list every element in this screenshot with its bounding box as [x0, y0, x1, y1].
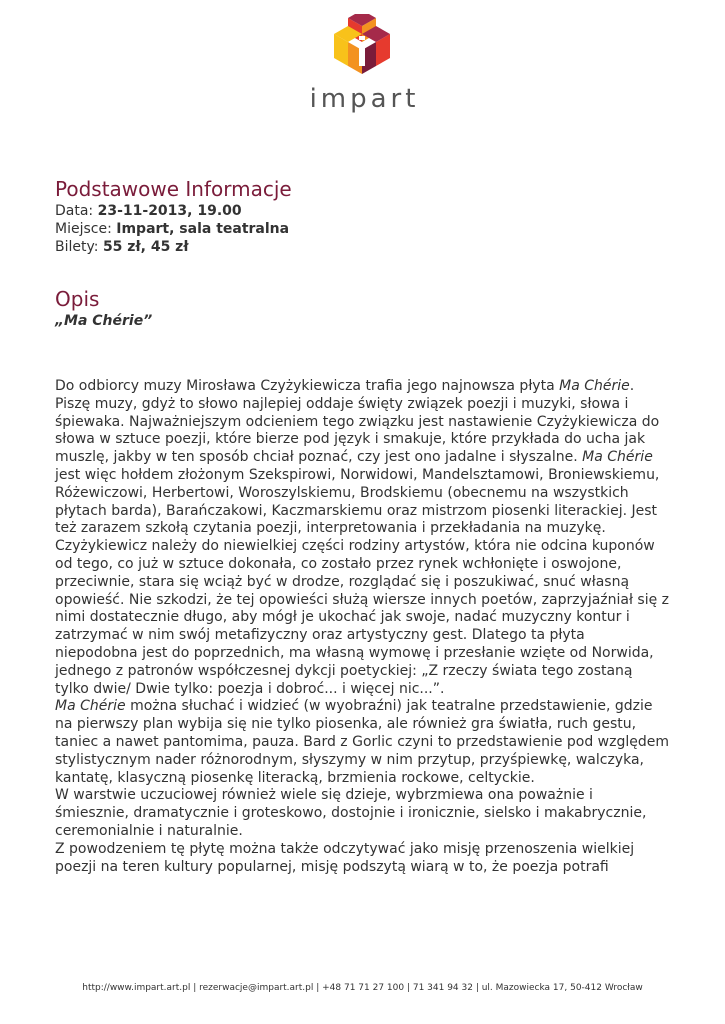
tickets-label: Bilety: — [55, 239, 99, 255]
main-content — [55, 176, 670, 876]
date-value: 23-11-2013, 19.00 — [97, 203, 242, 219]
p1-text-b: . Piszę muzy, gdyż to słowo najlepiej oddaje święty związek poezji i muzyki, słowa i śpiewaka. Najważniejszym odcieniem tego związku jest nastawienie Czyżykiewicza do słowa w sztuce poezji, które bierze pod język i smakuje, które przykłada do ucha jak muszlę, jakby w ten sposób chciał poznać, czy jest ono jadalne i słyszalne. — [55, 378, 660, 466]
p1-text-a: Do odbiorcy muzy Mirosława Czyżykiewicza trafia jego najnowsza płyta — [55, 378, 560, 394]
paragraph-2: Czyżykiewicz należy do niewielkiej części rodziny artystów, która nie odcina kuponów od tego, co już w sztuce dokonała, co zostało przez rynek wchłonięte i oswojone, przeciwnie, stara się wciąż być w drodze, rozglądać się i poszukiwać, snuć własną opowieść. Nie szkodzi, że tej opowieści służą wiersze innych poetów, zaprzyjaźniał się z nimi dostatecznie długo, aby mógł je ukochać jak swoje, nadać muzyczny kontur i zatrzymać w nim swój metafizyczny oraz artystyczny gest. Dlatego ta płyta niepodobna jest do poprzednich, ma własną wymowę i przesłanie wzięte od Norwida, jednego z patronów współczesnej dykcji poetyckiej: „Z rzeczy świata tego zostaną tylko dwie/ Dwie tylko: poezja i dobroć... i więcej nic...”. — [55, 538, 670, 697]
album-title: Ma Chérie — [559, 378, 630, 394]
description-section — [55, 286, 670, 876]
impart-logo-icon — [334, 14, 390, 78]
date-line — [55, 202, 670, 220]
info-heading: Podstawowe Informacje — [55, 177, 292, 201]
date-label: Data: — [55, 203, 94, 219]
album-title: Ma Chérie — [55, 698, 126, 715]
logo-text: impart — [309, 84, 420, 114]
p3-text: można słuchać i widzieć (w wyobraźni) jak teatralne przedstawienie, gdzie na pierwszy plan wybija się nie tylko piosenka, ale również gra światła, ruch gestu, taniec a nawet pantomima, pauza. Bard z Gorlic czyni to przedstawienie pod względem stylistycznym nader różnorodnym, słyszymy w nim przytup, przyśpiewkę, walczyka, kantatę, klasyczną piosenkę literacką, brzmienia rockowe, celtyckie. — [55, 698, 670, 786]
place-label: Miejsce: — [55, 221, 112, 237]
album-subtitle: „Ma Chérie” — [55, 313, 153, 329]
album-title: Ma Chérie — [582, 449, 653, 466]
paragraph-5: Z powodzeniem tę płytę można także odczytywać jako misję przenoszenia wielkiej poezji na teren kultury popularnej, misję podszytą wiarą w to, że poezja potrafi — [55, 840, 635, 875]
place-line — [55, 220, 670, 238]
description-heading: Opis — [55, 287, 100, 311]
description-body — [55, 378, 670, 876]
page-footer: http://www.impart.art.pl | rezerwacje@impart.art.pl | +48 71 71 27 100 | 71 341 94 32 | ul. Mazowiecka 17, 50-412 Wrocław — [82, 983, 643, 993]
paragraph-4: W warstwie uczuciowej również wiele się dzieje, wybrzmiewa ona poważnie i śmiesznie, dramatycznie i groteskowo, dostojnie i ironicznie, sielsko i makabrycznie, ceremonialnie i naturalnie. — [55, 787, 647, 839]
p1-text-c: jest więc hołdem złożonym Szekspirowi, Norwidowi, Mandelsztamowi, Broniewskiemu, Różewiczowi, Herbertowi, Woroszylskiemu, Brodskiemu (obecnemu na wszystkich płytach barda), Barańczakowi, Kaczmarskiemu oraz mistrzom piosenki literackiej. Jest też zarazem szkołą czytania poezji, interpretowania i przekładania na muzykę. — [55, 466, 660, 537]
place-value: Impart, sala teatralna — [116, 221, 290, 237]
tickets-value: 55 zł, 45 zł — [102, 239, 189, 255]
paragraph-1 — [55, 378, 670, 538]
page-header — [0, 0, 725, 140]
tickets-line — [55, 238, 670, 256]
paragraph-3 — [55, 698, 670, 787]
